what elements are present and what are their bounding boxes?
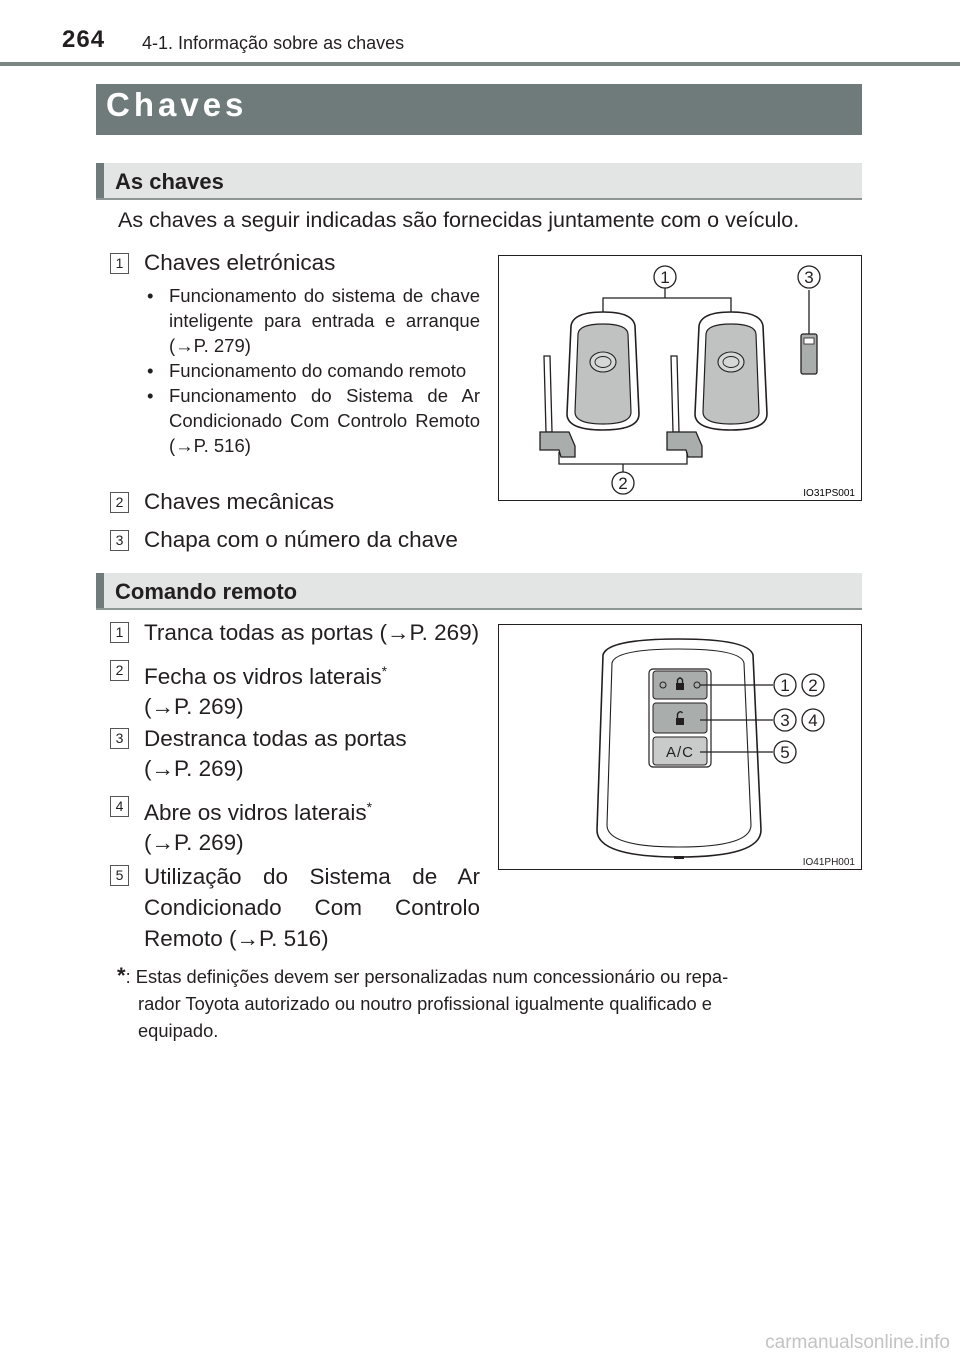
section-heading-bar <box>96 163 862 200</box>
key-number-plate-icon <box>801 334 817 374</box>
svg-text:1: 1 <box>660 268 670 287</box>
item-number-badge: 1 <box>110 253 129 274</box>
item-number-badge: 3 <box>110 728 129 749</box>
running-head: 4-1. Informação sobre as chaves <box>142 33 405 53</box>
watermark: carmanualsonline.info <box>765 1332 950 1353</box>
figure-code: IO41PH001 <box>802 857 855 868</box>
remote-item: Destranca todas as portas (→P. 269) <box>144 726 407 781</box>
bullet-item: • Funcionamento do comando remoto <box>147 360 467 381</box>
electronic-key-icon <box>695 312 767 430</box>
keys-illustration <box>499 256 861 500</box>
callout-3 <box>774 709 796 731</box>
section-heading-bar <box>96 573 862 610</box>
svg-text:3: 3 <box>780 711 790 730</box>
keys-figure <box>498 255 862 501</box>
callout-5 <box>774 741 796 763</box>
remote-item: Fecha os vidros laterais* (→P. 269) <box>144 663 388 719</box>
ac-button-label: A/C <box>665 744 695 761</box>
callout-1 <box>654 266 676 288</box>
remote-item: Abre os vidros laterais* (→P. 269) <box>144 799 373 855</box>
item-label: Chaves eletrónicas <box>144 250 336 275</box>
page-title: Chaves <box>106 86 248 123</box>
item-number-badge: 1 <box>110 622 129 643</box>
svg-text:3: 3 <box>804 268 814 287</box>
remote-fob-icon <box>597 639 761 859</box>
page-number: 264 <box>62 26 106 53</box>
item-number-badge: 2 <box>110 660 129 681</box>
section-heading: As chaves <box>115 169 224 194</box>
electronic-key-icon <box>567 312 639 430</box>
bullet-item: • Funcionamento do sistema de chave inteligente para entrada e arranque (→P. 279) <box>147 285 480 356</box>
item-number-badge: 4 <box>110 796 129 817</box>
footnote-marker: * <box>117 963 126 988</box>
bullet-item: • Funcionamento do Sistema de Ar Condicionado Com Controlo Remoto (→P. 516) <box>147 385 480 456</box>
section-accent <box>96 573 104 608</box>
section-heading: Comando remoto <box>115 579 298 604</box>
section-accent <box>96 163 104 198</box>
callout-2 <box>612 472 634 494</box>
svg-text:5: 5 <box>780 743 790 762</box>
item-number-badge: 5 <box>110 865 129 886</box>
item-label: Chapa com o número da chave <box>144 527 458 552</box>
svg-text:1: 1 <box>780 676 790 695</box>
footnote: *: Estas definições devem ser personalizadas num concessionário ou repa- rador Toyota autorizado ou noutro profissional igualmente qualificado e equipado. <box>117 963 729 1041</box>
svg-text:2: 2 <box>808 676 818 695</box>
bullet-list <box>147 283 480 458</box>
svg-text:4: 4 <box>808 711 818 730</box>
remote-item: Utilização do Sistema de Ar Condicionado Com Controlo Remoto (→P. 516) <box>144 864 480 951</box>
item-label: Chaves mecânicas <box>144 489 335 514</box>
callout-2 <box>802 674 824 696</box>
callout-3 <box>798 266 820 288</box>
figure-code: IO31PS001 <box>803 488 855 499</box>
callout-1 <box>774 674 796 696</box>
callout-4 <box>802 709 824 731</box>
intro-text: As chaves a seguir indicadas são fornecidas juntamente com o veículo. <box>118 208 800 232</box>
header-rule <box>0 62 960 66</box>
remote-illustration <box>499 625 861 869</box>
svg-text:2: 2 <box>618 474 628 493</box>
item-number-badge: 2 <box>110 492 129 513</box>
remote-item: Tranca todas as portas (→P. 269) <box>144 620 480 645</box>
item-number-badge: 3 <box>110 530 129 551</box>
remote-figure <box>498 624 862 870</box>
